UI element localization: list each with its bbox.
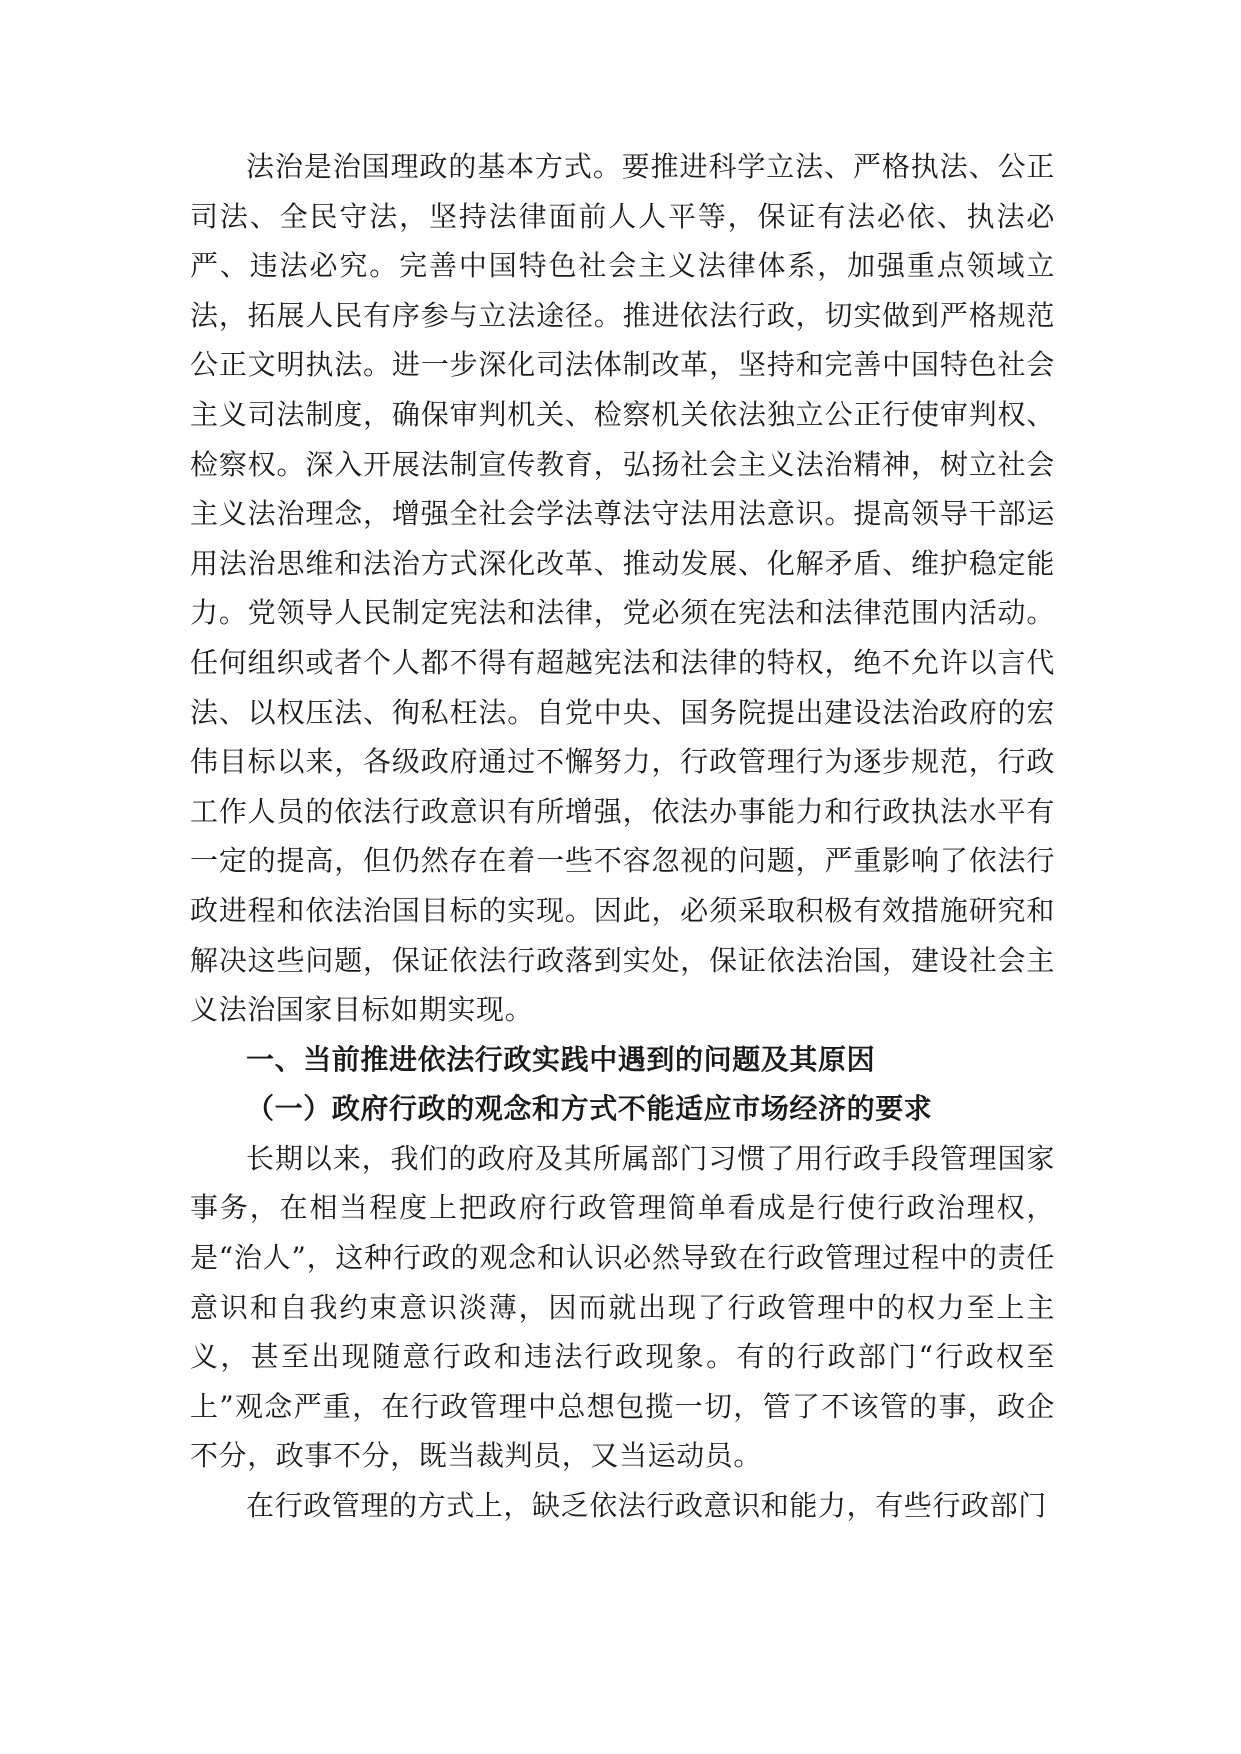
paragraph-2: 长期以来，我们的政府及其所属部门习惯了用行政手段管理国家事务，在相当程度上把政府行政管理简单看成是行使行政治理权，是“治人”，这种行政的观念和认识必然导致在行政管理过程中的责任意识和自我约束意识淡薄，因而就出现了行政管理中的权力至上主义，甚至出现随意行政和违法行政现象。有的行政部门“行政权至上”观念严重，在行政管理中总想包揽一切，管了不该管的事，政企不分，政事不分，既当裁判员，又当运动员。 xyxy=(190,1141,1055,1473)
paragraph-3: 在行政管理的方式上，缺乏依法行政意识和能力，有些行政部门 xyxy=(246,1489,1047,1523)
intro-paragraph: 法治是治国理政的基本方式。要推进科学立法、严格执法、公正司法、全民守法，坚持法律面前人人平等，保证有法必依、执法必严、违法必究。完善中国特色社会主义法律体系，加强重点领域立法，拓展人民有序参与立法途径。推进依法行政，切实做到严格规范公正文明执法。进一步深化司法体制改革，坚持和完善中国特色社会主义司法制度，确保审判机关、检察机关依法独立公正行使审判权、检察权。深入开展法制宣传教育，弘扬社会主义法治精神，树立社会主义法治理念，增强全社会学法尊法守法用法意识。提高领导干部运用法治思维和法治方式深化改革、推动发展、化解矛盾、维护稳定能力。党领导人民制定宪法和法律，党必须在宪法和法律范围内活动。任何组织或者个人都不得有超越宪法和法律的特权，绝不允许以言代法、以权压法、徇私枉法。自党中央、国务院提出建设法治政府的宏伟目标以来，各级政府通过不懈努力，行政管理行为逐步规范，行政工作人员的依法行政意识有所增强，依法办事能力和行政执法水平有一定的提高，但仍然存在着一些不容忽视的问题，严重影响了依法行政进程和依法治国目标的实现。因此，必须采取积极有效措施研究和解决这些问题，保证依法行政落到实处，保证依法治国，建设社会主义法治国家目标如期实现。 xyxy=(190,150,1055,1027)
document-body xyxy=(190,142,1055,1531)
subsection-heading: （一）政府行政的观念和方式不能适应市场经济的要求 xyxy=(246,1092,933,1126)
section-heading: 一、当前推进依法行政实践中遇到的问题及其原因 xyxy=(246,1042,876,1076)
